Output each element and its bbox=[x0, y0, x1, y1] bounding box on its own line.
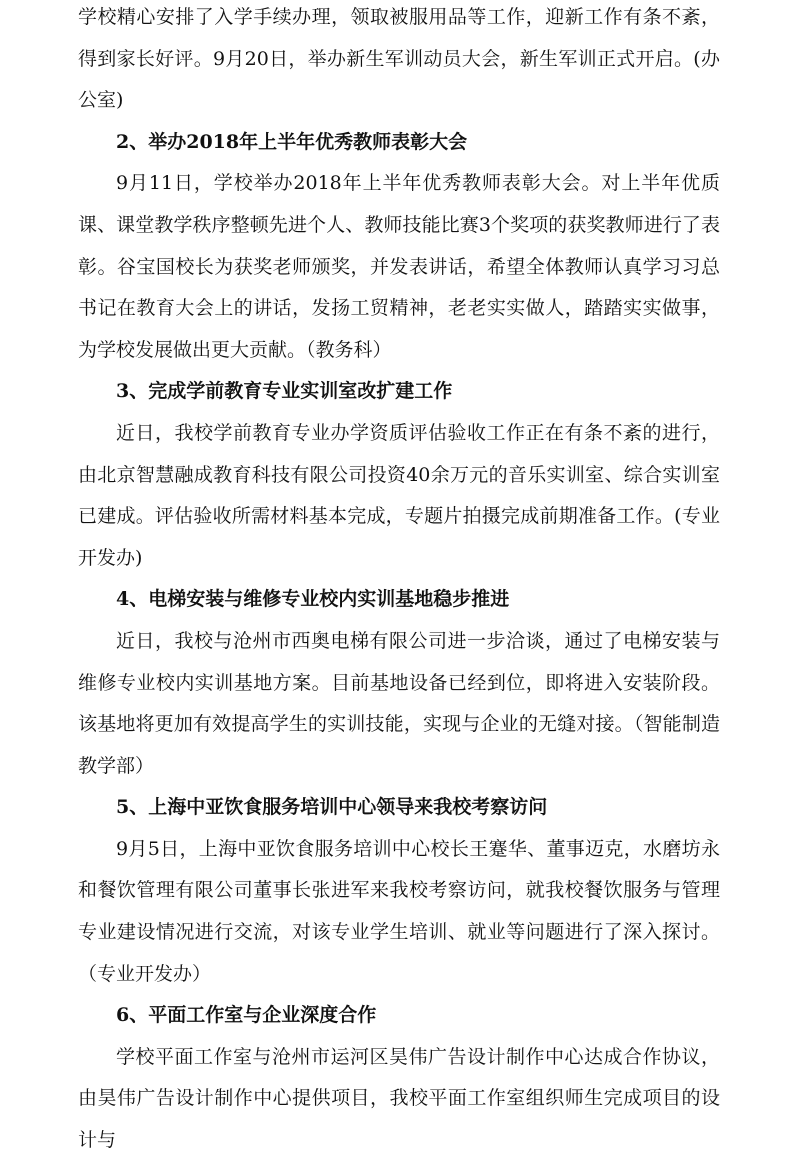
section-2-paragraph: 9月11日，学校举办2018年上半年优秀教师表彰大会。对上半年优质课、课堂教学秩序整顿先进个人、教师技能比赛3个奖项的获奖教师进行了表彰。谷宝国校长为获奖老师颁奖，并发表讲话，希望全体教师认真学习习总书记在教育大会上的讲话，发扬工贸精神，老老实实做人，踏踏实实做事，为学校发展做出更大贡献。（教务科） bbox=[78, 172, 720, 361]
section-2-heading: 2、举办2018年上半年优秀教师表彰大会 bbox=[116, 130, 468, 153]
section-1-tail-paragraph: 学校精心安排了入学手续办理，领取被服用品等工作，迎新工作有条不紊，得到家长好评。9月20日，举办新生军训动员大会，新生军训正式开启。(办公室) bbox=[78, 6, 720, 112]
section-5-heading: 5、上海中亚饮食服务培训中心领导来我校考察访问 bbox=[116, 796, 548, 819]
section-6-heading: 6、平面工作室与企业深度合作 bbox=[116, 1004, 377, 1027]
document-page bbox=[78, 0, 720, 1162]
section-4-paragraph: 近日，我校与沧州市西奥电梯有限公司进一步洽谈，通过了电梯安装与维修专业校内实训基地方案。目前基地设备已经到位，即将进入安装阶段。该基地将更加有效提高学生的实训技能，实现与企业的无缝对接。（智能制造教学部） bbox=[78, 629, 720, 777]
section-3-paragraph: 近日，我校学前教育专业办学资质评估验收工作正在有条不紊的进行，由北京智慧融成教育科技有限公司投资40余万元的音乐实训室、综合实训室已建成。评估验收所需材料基本完成，专题片拍摄完成前期准备工作。(专业开发办) bbox=[78, 421, 720, 569]
section-6-paragraph: 学校平面工作室与沧州市运河区昊伟广告设计制作中心达成合作协议，由昊伟广告设计制作中心提供项目，我校平面工作室组织师生完成项目的设计与 bbox=[78, 1045, 720, 1152]
section-3-heading: 3、完成学前教育专业实训室改扩建工作 bbox=[116, 380, 453, 403]
section-5-paragraph: 9月5日，上海中亚饮食服务培训中心校长王蹇华、董事迈克，水磨坊永和餐饮管理有限公司董事长张进军来我校考察访问，就我校餐饮服务与管理专业建设情况进行交流，对该专业学生培训、就业等问题进行了深入探讨。（专业开发办） bbox=[78, 837, 720, 985]
section-4-heading: 4、电梯安装与维修专业校内实训基地稳步推进 bbox=[116, 588, 510, 611]
